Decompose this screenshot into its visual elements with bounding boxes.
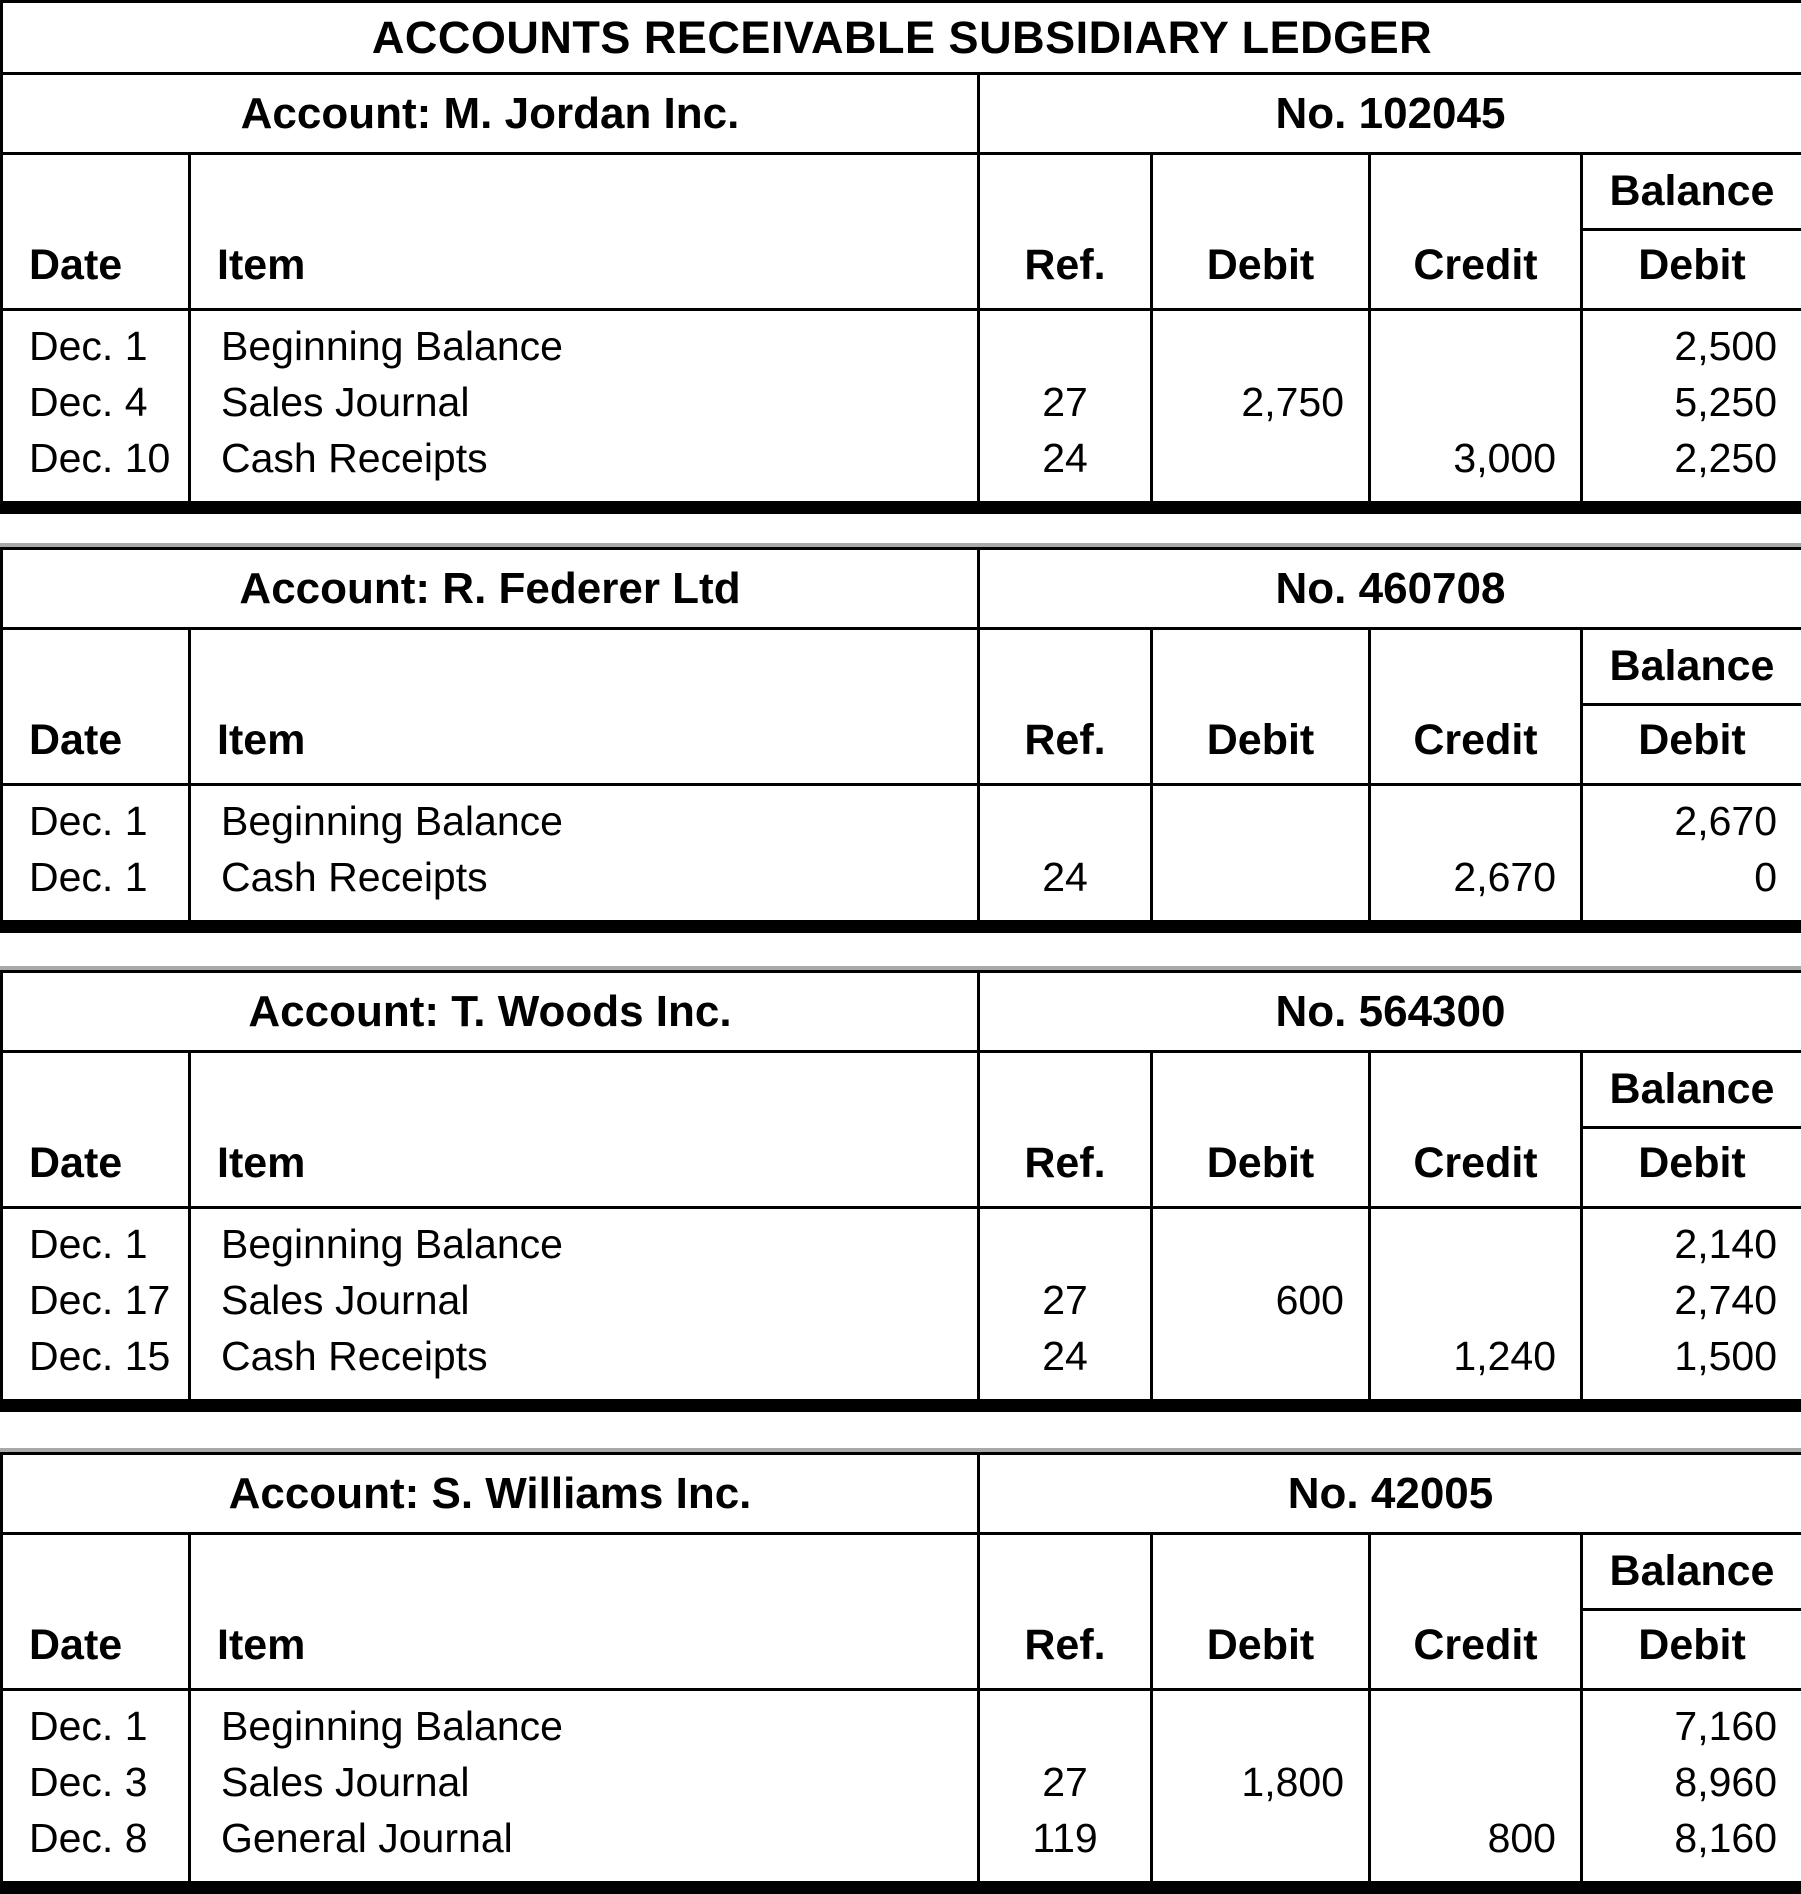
ledger-row — [2, 374, 1801, 430]
date-cell: Dec. 10 — [2, 430, 190, 508]
credit-cell — [1370, 785, 1582, 850]
date-cell: Dec. 1 — [2, 849, 190, 927]
balance-cell: 2,140 — [1582, 1208, 1801, 1273]
column-header-item: Item — [190, 154, 979, 310]
credit-cell: 2,670 — [1370, 849, 1582, 927]
column-header-balance-debit: Debit — [1582, 1610, 1801, 1690]
column-header-credit: Credit — [1370, 1052, 1582, 1208]
balance-cell: 2,670 — [1582, 785, 1801, 850]
column-header-debit: Debit — [1152, 1534, 1370, 1690]
debit-cell — [1152, 1208, 1370, 1273]
item-cell: Cash Receipts — [190, 430, 979, 508]
ledger-row — [2, 310, 1801, 375]
account-label: Account: M. Jordan Inc. — [2, 74, 979, 154]
ledger-row — [2, 1272, 1801, 1328]
ref-cell: 27 — [979, 1272, 1152, 1328]
balance-cell: 7,160 — [1582, 1690, 1801, 1755]
item-cell: Beginning Balance — [190, 310, 979, 375]
ref-cell: 27 — [979, 374, 1152, 430]
column-header-date: Date — [2, 154, 190, 310]
column-header-ref: Ref. — [979, 1534, 1152, 1690]
column-header-ref: Ref. — [979, 1052, 1152, 1208]
column-header-ref: Ref. — [979, 629, 1152, 785]
debit-cell — [1152, 785, 1370, 850]
column-header-balance: Balance — [1582, 629, 1801, 705]
debit-cell: 600 — [1152, 1272, 1370, 1328]
ledger-row — [2, 1690, 1801, 1755]
column-header-item: Item — [190, 1052, 979, 1208]
column-header-balance: Balance — [1582, 1052, 1801, 1128]
column-header-row — [2, 1052, 1801, 1128]
credit-cell — [1370, 1690, 1582, 1755]
column-header-date: Date — [2, 1534, 190, 1690]
account-table-r-federer — [0, 547, 1801, 933]
item-cell: Sales Journal — [190, 1272, 979, 1328]
balance-cell: 8,960 — [1582, 1754, 1801, 1810]
date-cell: Dec. 17 — [2, 1272, 190, 1328]
ref-cell: 24 — [979, 849, 1152, 927]
account-number: No. 102045 — [979, 74, 1801, 154]
account-header-row — [2, 1454, 1801, 1534]
column-header-credit: Credit — [1370, 154, 1582, 310]
column-header-balance: Balance — [1582, 154, 1801, 230]
credit-cell — [1370, 1272, 1582, 1328]
column-header-row — [2, 629, 1801, 705]
account-header-row — [2, 74, 1801, 154]
credit-cell: 1,240 — [1370, 1328, 1582, 1406]
column-header-ref: Ref. — [979, 154, 1152, 310]
balance-cell: 0 — [1582, 849, 1801, 927]
credit-cell — [1370, 374, 1582, 430]
column-header-date: Date — [2, 1052, 190, 1208]
account-label: Account: S. Williams Inc. — [2, 1454, 979, 1534]
column-header-debit: Debit — [1152, 629, 1370, 785]
column-header-item: Item — [190, 629, 979, 785]
ledger-row — [2, 1754, 1801, 1810]
column-header-balance: Balance — [1582, 1534, 1801, 1610]
item-cell: Beginning Balance — [190, 1690, 979, 1755]
date-cell: Dec. 3 — [2, 1754, 190, 1810]
date-cell: Dec. 1 — [2, 1208, 190, 1273]
balance-cell: 8,160 — [1582, 1810, 1801, 1888]
credit-cell — [1370, 1208, 1582, 1273]
credit-cell: 3,000 — [1370, 430, 1582, 508]
column-header-balance-debit: Debit — [1582, 230, 1801, 310]
account-number: No. 460708 — [979, 549, 1801, 629]
account-number: No. 42005 — [979, 1454, 1801, 1534]
item-cell: Sales Journal — [190, 1754, 979, 1810]
item-cell: Beginning Balance — [190, 785, 979, 850]
account-label: Account: R. Federer Ltd — [2, 549, 979, 629]
credit-cell — [1370, 1754, 1582, 1810]
date-cell: Dec. 1 — [2, 785, 190, 850]
column-header-row — [2, 154, 1801, 230]
item-cell: Cash Receipts — [190, 1328, 979, 1406]
ledger-row — [2, 1328, 1801, 1406]
debit-cell — [1152, 430, 1370, 508]
column-header-balance-debit: Debit — [1582, 1128, 1801, 1208]
ref-cell — [979, 1690, 1152, 1755]
ref-cell: 24 — [979, 1328, 1152, 1406]
item-cell: General Journal — [190, 1810, 979, 1888]
account-table-m-jordan — [0, 0, 1801, 514]
ledger-title-row — [2, 2, 1801, 74]
account-header-row — [2, 972, 1801, 1052]
column-header-credit: Credit — [1370, 1534, 1582, 1690]
credit-cell — [1370, 310, 1582, 375]
page-title: ACCOUNTS RECEIVABLE SUBSIDIARY LEDGER — [2, 2, 1801, 74]
account-label: Account: T. Woods Inc. — [2, 972, 979, 1052]
column-header-date: Date — [2, 629, 190, 785]
debit-cell — [1152, 1328, 1370, 1406]
column-header-debit: Debit — [1152, 1052, 1370, 1208]
item-cell: Cash Receipts — [190, 849, 979, 927]
date-cell: Dec. 4 — [2, 374, 190, 430]
ledger-row — [2, 849, 1801, 927]
ledger-row — [2, 430, 1801, 508]
item-cell: Beginning Balance — [190, 1208, 979, 1273]
debit-cell — [1152, 1810, 1370, 1888]
column-header-credit: Credit — [1370, 629, 1582, 785]
date-cell: Dec. 8 — [2, 1810, 190, 1888]
ref-cell — [979, 1208, 1152, 1273]
date-cell: Dec. 15 — [2, 1328, 190, 1406]
debit-cell — [1152, 1690, 1370, 1755]
debit-cell: 2,750 — [1152, 374, 1370, 430]
ref-cell: 24 — [979, 430, 1152, 508]
debit-cell — [1152, 849, 1370, 927]
balance-cell: 2,740 — [1582, 1272, 1801, 1328]
account-number: No. 564300 — [979, 972, 1801, 1052]
column-header-row — [2, 1534, 1801, 1610]
balance-cell: 2,250 — [1582, 430, 1801, 508]
date-cell: Dec. 1 — [2, 310, 190, 375]
ledger-row — [2, 785, 1801, 850]
ledger-row — [2, 1208, 1801, 1273]
ref-cell — [979, 785, 1152, 850]
account-table-t-woods — [0, 970, 1801, 1412]
ledger-row — [2, 1810, 1801, 1888]
ref-cell: 119 — [979, 1810, 1152, 1888]
ref-cell: 27 — [979, 1754, 1152, 1810]
debit-cell — [1152, 310, 1370, 375]
item-cell: Sales Journal — [190, 374, 979, 430]
balance-cell: 1,500 — [1582, 1328, 1801, 1406]
balance-cell: 2,500 — [1582, 310, 1801, 375]
ref-cell — [979, 310, 1152, 375]
account-table-s-williams — [0, 1452, 1801, 1894]
credit-cell: 800 — [1370, 1810, 1582, 1888]
date-cell: Dec. 1 — [2, 1690, 190, 1755]
balance-cell: 5,250 — [1582, 374, 1801, 430]
account-header-row — [2, 549, 1801, 629]
debit-cell: 1,800 — [1152, 1754, 1370, 1810]
column-header-item: Item — [190, 1534, 979, 1690]
column-header-balance-debit: Debit — [1582, 705, 1801, 785]
column-header-debit: Debit — [1152, 154, 1370, 310]
